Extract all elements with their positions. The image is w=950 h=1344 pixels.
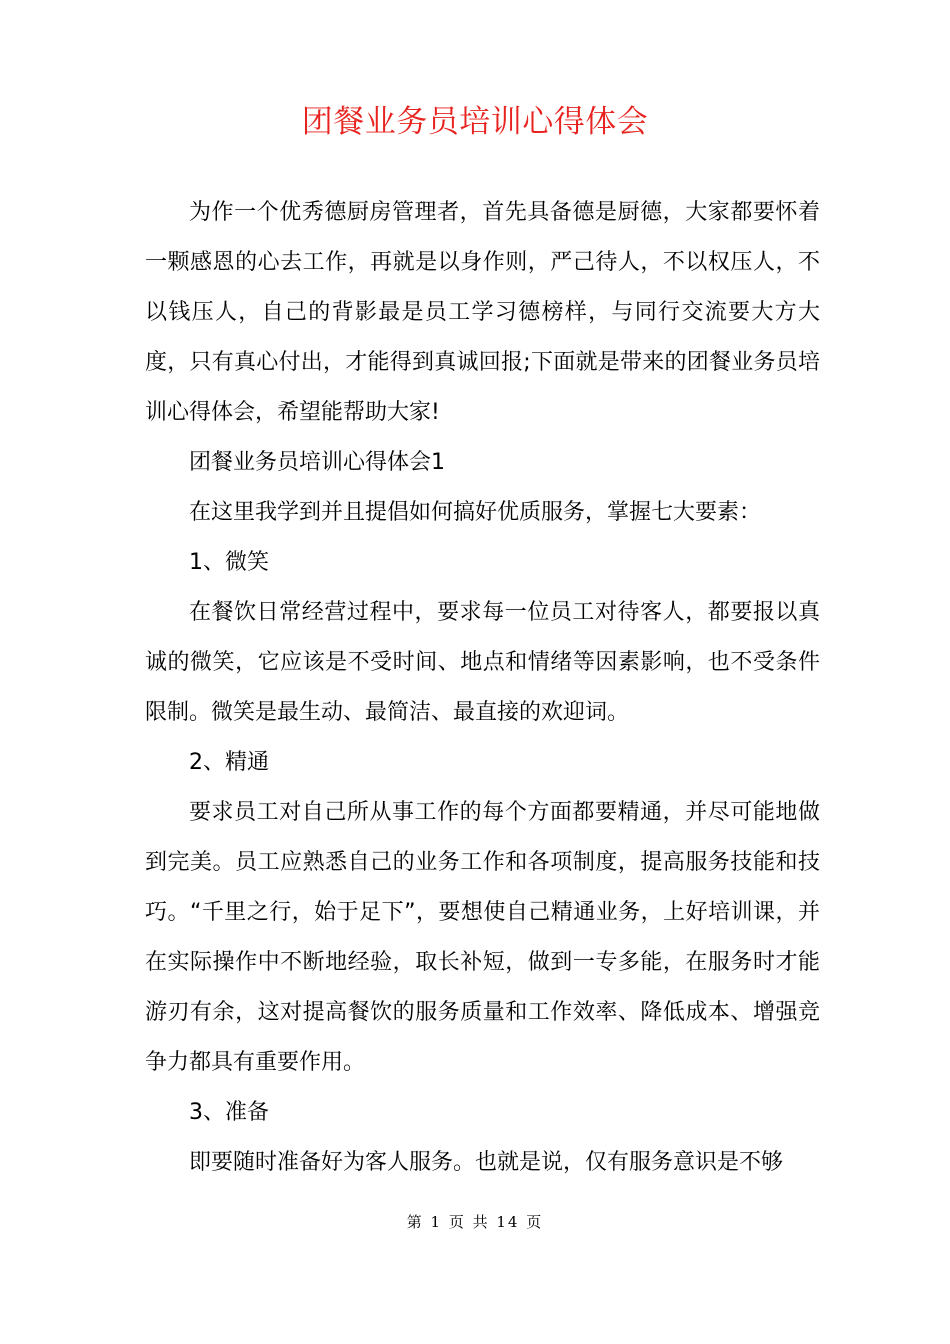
paragraph: 在这里我学到并且提倡如何搞好优质服务，掌握七大要素： (189, 500, 762, 525)
intro-paragraph: 为作一个优秀德厨房管理者，首先具备德是厨德，大家都要怀着一颗感恩的心去工作，再就是以身作则，严己待人，不以权压人，不以钱压人，自己的背影最是员工学习德榜样，与同行交流要大方大度，只有真心付出，才能得到真诚回报;下面就是带来的团餐业务员培训心得体会，希望能帮助大家! (145, 200, 820, 425)
page-footer: 第 1 页 共 14 页 (406, 1213, 544, 1231)
paragraph: 要求员工对自己所从事工作的每个方面都要精通，并尽可能地做到完美。员工应熟悉自己的业务工作和各项制度，提高服务技能和技巧。“千里之行，始于足下”，要想使自己精通业务，上好培训课，并在实际操作中不断地经验，取长补短，做到一专多能，在服务时才能游刃有余，这对提高餐饮的服务质量和工作效率、降低成本、增强竞争力都具有重要作用。 (145, 800, 820, 1075)
document-body (145, 188, 820, 1188)
section-heading: 团餐业务员培训心得体会1 (189, 450, 445, 475)
item-heading-smile: 1、微笑 (189, 550, 269, 575)
paragraph: 在餐饮日常经营过程中，要求每一位员工对待客人，都要报以真诚的微笑，它应该是不受时间、地点和情绪等因素影响，也不受条件限制。微笑是最生动、最简洁、最直接的欢迎词。 (145, 600, 820, 725)
paragraph: 即要随时准备好为客人服务。也就是说，仅有服务意识是不够 (189, 1150, 784, 1175)
document-title: 团餐业务员培训心得体会 (301, 104, 649, 140)
item-heading-proficiency: 2、精通 (189, 750, 269, 775)
item-heading-preparation: 3、准备 (189, 1100, 269, 1125)
